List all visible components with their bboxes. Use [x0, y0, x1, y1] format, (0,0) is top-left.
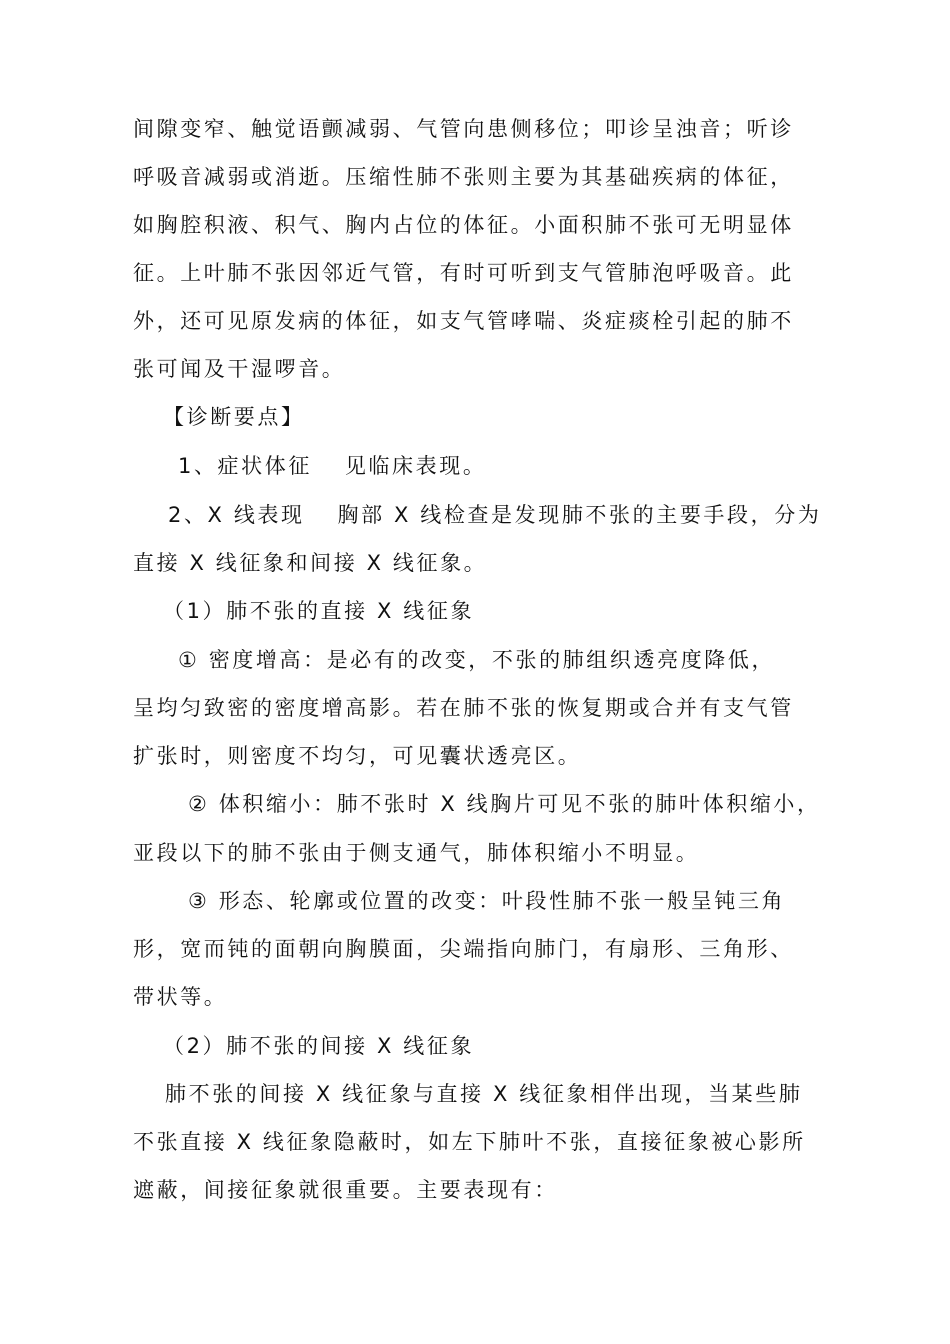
paragraph-line: 间隙变窄、触觉语颤减弱、气管向患侧移位；叩诊呈浊音；听诊 — [133, 117, 794, 141]
subheading: （2）肺不张的间接 X 线征象 — [163, 1034, 475, 1058]
paragraph-line: 呼吸音减弱或消逝。压缩性肺不张则主要为其基础疾病的体征， — [133, 165, 794, 189]
list-item: 1、症状体征 见临床表现。 — [178, 454, 487, 478]
paragraph-line: 征。上叶肺不张因邻近气管，有时可听到支气管肺泡呼吸音。此 — [133, 261, 794, 285]
list-item: ③ 形态、轮廓或位置的改变：叶段性肺不张一般呈钝三角 — [188, 889, 786, 913]
subheading: （1）肺不张的直接 X 线征象 — [163, 599, 475, 623]
paragraph-line: 带状等。 — [133, 985, 228, 1009]
list-item: 2、X 线表现 胸部 X 线检查是发现肺不张的主要手段，分为 — [168, 503, 822, 527]
paragraph-line: 外，还可见原发病的体征，如支气管哮喘、炎症痰栓引起的肺不 — [133, 309, 794, 333]
paragraph-line: 直接 X 线征象和间接 X 线征象。 — [133, 551, 488, 575]
paragraph-line: 遮蔽，间接征象就很重要。主要表现有： — [133, 1178, 558, 1202]
paragraph-line: 形，宽而钝的面朝向胸膜面，尖端指向肺门，有扇形、三角形、 — [133, 937, 794, 961]
list-item: ② 体积缩小：肺不张时 X 线胸片可见不张的肺叶体积缩小， — [188, 792, 821, 816]
paragraph-line: 不张直接 X 线征象隐蔽时，如左下肺叶不张，直接征象被心影所 — [133, 1130, 806, 1154]
paragraph-line: 扩张时，则密度不均匀，可见囊状透亮区。 — [133, 744, 582, 768]
paragraph-line: 呈均匀致密的密度增高影。若在肺不张的恢复期或合并有支气管 — [133, 696, 794, 720]
list-item: ① 密度增高：是必有的改变，不张的肺组织透亮度降低， — [178, 648, 776, 672]
section-heading: 【诊断要点】 — [163, 405, 305, 429]
paragraph-line: 张可闻及干湿啰音。 — [133, 357, 346, 381]
paragraph-line: 肺不张的间接 X 线征象与直接 X 线征象相伴出现，当某些肺 — [165, 1082, 803, 1106]
paragraph-line: 亚段以下的肺不张由于侧支通气，肺体积缩小不明显。 — [133, 841, 700, 865]
paragraph-line: 如胸腔积液、积气、胸内占位的体征。小面积肺不张可无明显体 — [133, 213, 794, 237]
